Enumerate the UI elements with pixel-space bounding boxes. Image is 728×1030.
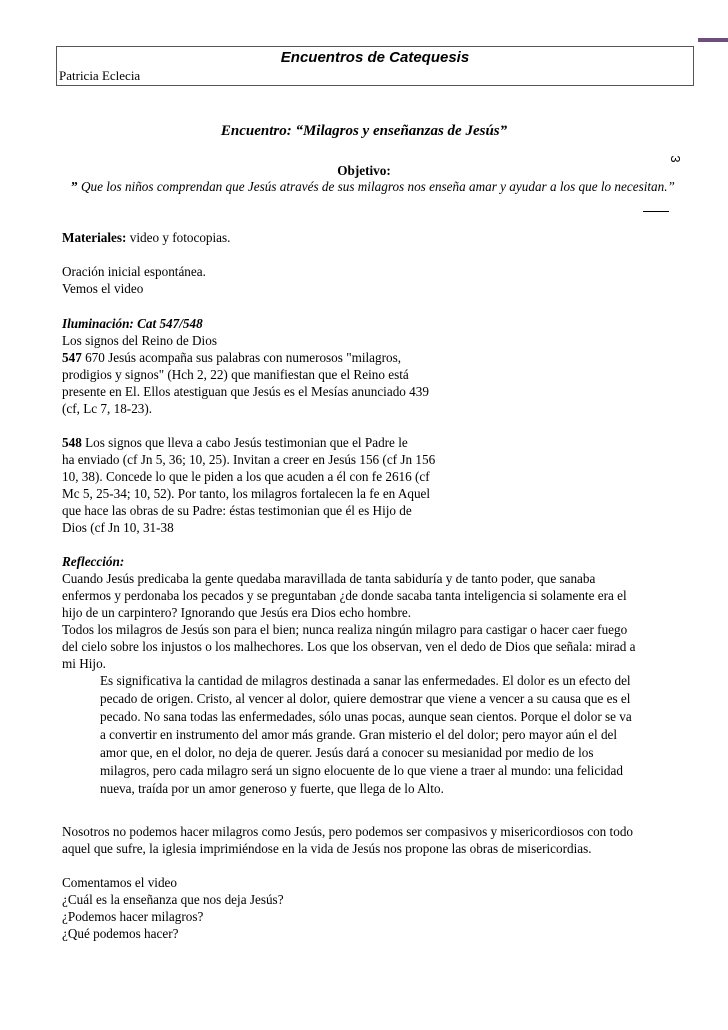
reflection-indented-line: pecado. No sana todas las enfermedades, sólo unas pocas, aunque sean cientos. Porque el dolor se va (100, 709, 632, 724)
paragraph-548-line (62, 434, 408, 451)
paragraph-547-line (62, 349, 401, 366)
discussion-line: ¿Cuál es la enseñanza que nos deja Jesús? (62, 892, 284, 907)
reflection-line: Cuando Jesús predicaba la gente quedaba maravillada de tanta sabiduría y de tanto poder, que sanaba (62, 571, 596, 586)
paragraph-548-line: Mc 5, 25-34; 10, 52). Por tanto, los milagros fortalecen la fe en Aquel (62, 486, 431, 501)
closing-line: Nosotros no podemos hacer milagros como Jesús, pero podemos ser compasivos y misericordiosos con todo (62, 824, 634, 839)
paragraph-548-line: que hace las obras de su Padre: éstas testimonian que él es Hijo de (62, 503, 412, 518)
objective-text (62, 179, 684, 196)
paragraph-548-line: 10, 38). Concede lo que le piden a los que acuden a él con fe 2616 (cf (62, 469, 430, 484)
materials-text: video y fotocopias. (126, 230, 231, 245)
reflection-indented-line: pecado de origen. Cristo, al vencer al dolor, quiere demostrar que viene a vencer a su causa que es el (100, 691, 631, 706)
objective-label: Objetivo: (337, 163, 391, 178)
intro-line: Vemos el video (62, 281, 144, 296)
paragraph-547-line: prodigios y signos" (Hch 2, 22) que manifiestan que el Reino está (62, 367, 409, 382)
objective-open-quote: ” (71, 179, 78, 194)
header-author: Patricia Eclecia (59, 68, 141, 83)
closing-line: aquel que sufre, la iglesia imprimiéndose en la vida de Jesús nos propone las obras de misericordias. (62, 841, 592, 856)
line-text: 670 Jesús acompaña sus palabras con numerosos "milagros, (81, 350, 402, 365)
paragraph-number: 547 (62, 350, 82, 365)
discussion-line: Comentamos el video (62, 875, 178, 890)
paragraph-547-line: presente en El. Ellos atestiguan que Jesús es el Mesías anunciado 439 (62, 384, 429, 399)
discussion-line: ¿Podemos hacer milagros? (62, 909, 204, 924)
discussion-line: ¿Qué podemos hacer? (62, 926, 179, 941)
reflection-indented-line: amor que, en el dolor, no deja de querer. Jesús dará a conocer su mesianidad por medio de los (100, 745, 594, 760)
page-header (56, 46, 694, 86)
paragraph-548-line: Dios (cf Jn 10, 31-38 (62, 520, 174, 535)
illumination-subheading: Los signos del Reino de Dios (62, 333, 217, 348)
reflection-line: del cielo sobre los injustos o los malhechores. Los que los observan, ven el dedo de Dios que señala: mirad a (62, 639, 636, 654)
paragraph-548-line: ha enviado (cf Jn 5, 36; 10, 25). Invitan a creer en Jesús 156 (cf Jn 156 (62, 452, 436, 467)
page-number: 3 (668, 155, 683, 163)
materials-label: Materiales: (62, 230, 127, 245)
header-title: Encuentros de Catequesis (280, 49, 470, 66)
illumination-heading: Iluminación: Cat 547/548 (62, 316, 203, 331)
intro-line: Oración inicial espontánea. (62, 264, 206, 279)
side-accent-bar (698, 38, 728, 42)
reflection-indented-line: milagros, pero cada milagro será un signo elocuente de lo que viene a traer al mundo: una felicidad (100, 763, 623, 778)
reflection-indented-line: a convertir en instrumento del amor más grande. Gran misterio el del dolor; pero mayor aún el del (100, 727, 618, 742)
reflection-line: mi Hijo. (62, 656, 106, 671)
reflection-line: enfermos y perdonaba los pecados y se preguntaban ¿de donde sacaba tanta inteligencia si solamente era el (62, 588, 627, 603)
reflection-line: hijo de un carpintero? Ignorando que Jesús era Dios echo hombre. (62, 605, 411, 620)
line-text: Los signos que lleva a cabo Jesús testimonian que el Padre le (81, 435, 408, 450)
reflection-indented-line: nueva, traída por un amor generoso y fuerte, que llega de lo Alto. (100, 781, 444, 796)
materials-line (62, 229, 230, 246)
objective-body: Que los niños comprendan que Jesús através de sus milagros nos enseña amar y ayudar a los que lo necesitan.” (77, 179, 675, 194)
reflection-line: Todos los milagros de Jesús son para el bien; nunca realiza ningún milagro para castigar o hacer caer fuego (62, 622, 628, 637)
paragraph-number: 548 (62, 435, 82, 450)
reflection-heading: Reflección: (62, 554, 125, 569)
paragraph-547-line: (cf, Lc 7, 18-23). (62, 401, 153, 416)
meeting-title: Encuentro: “Milagros y enseñanzas de Jesús” (220, 123, 508, 139)
reflection-indented-line: Es significativa la cantidad de milagros destinada a sanar las enfermedades. El dolor es un efecto del (100, 673, 631, 688)
page-number-underline (643, 211, 669, 212)
